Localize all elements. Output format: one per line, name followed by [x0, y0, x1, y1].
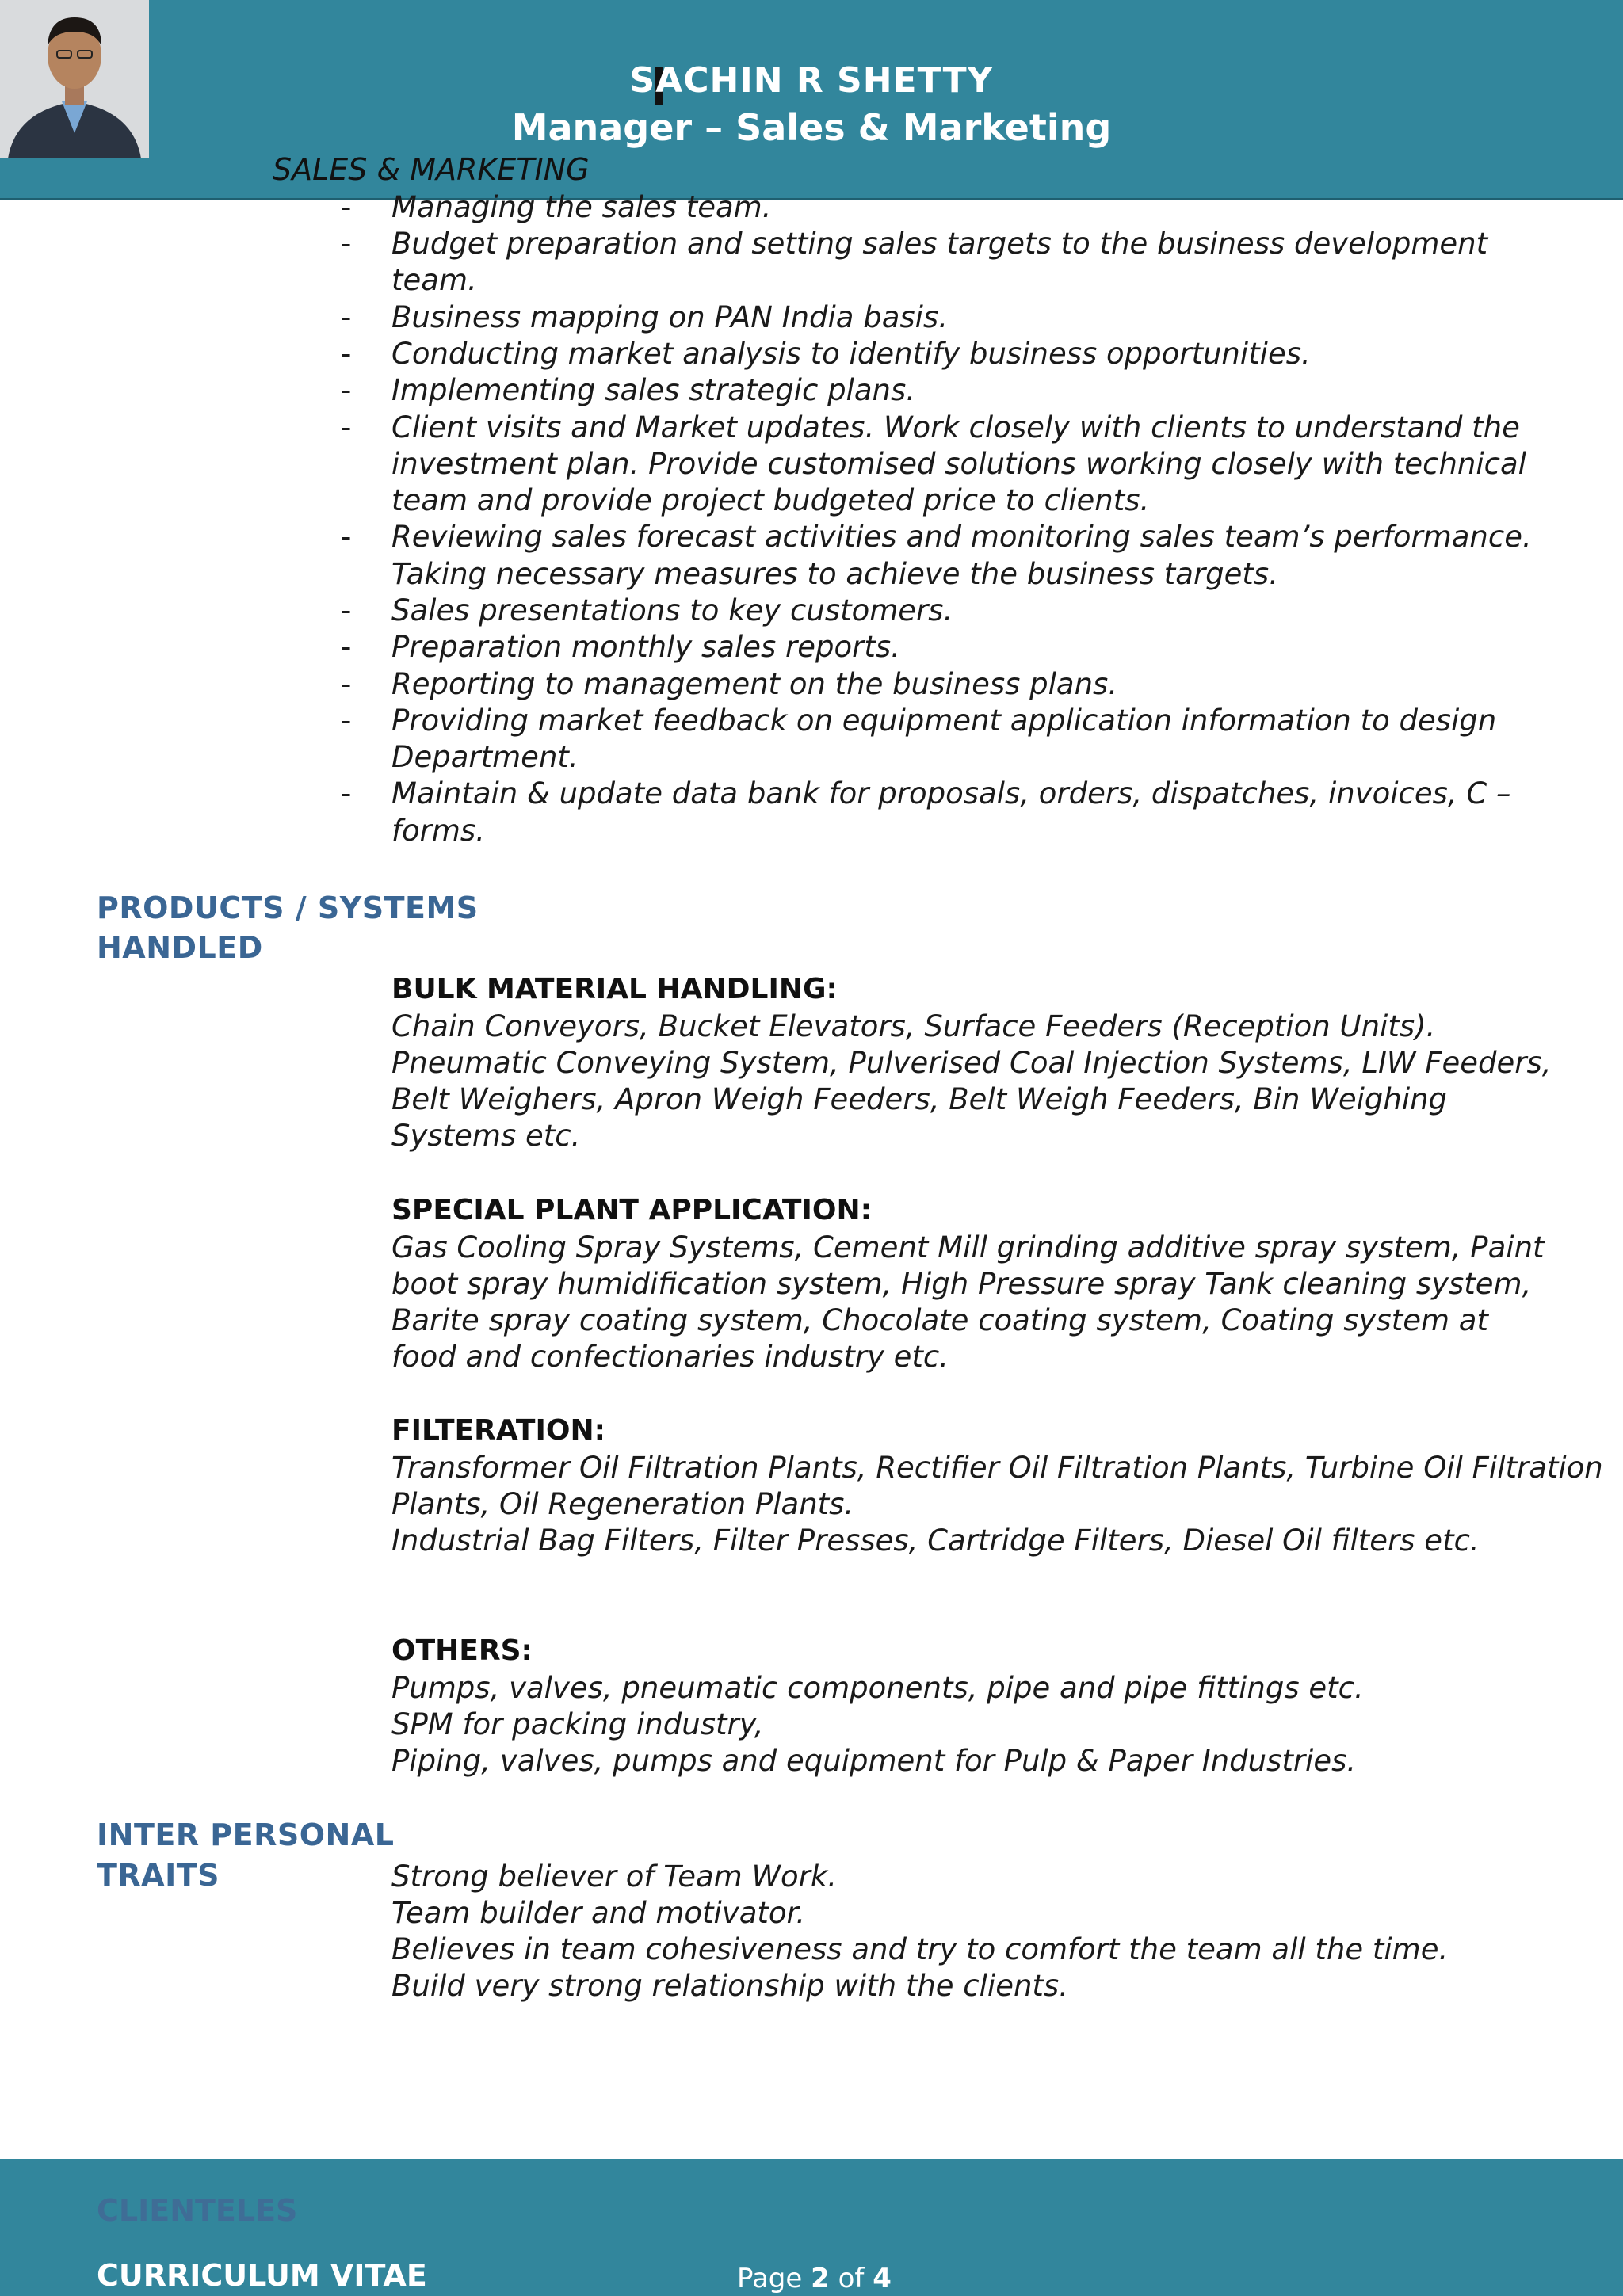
list-item-continuation: investment plan. Provide customised solutions working closely with technical — [391, 447, 1526, 481]
group-title-others: OTHERS: — [391, 1634, 533, 1667]
page-of: of — [838, 2263, 865, 2294]
product-line: Piping, valves, pumps and equipment for Pulp & Paper Industries. — [391, 1744, 1357, 1778]
header-band — [0, 0, 1623, 200]
list-item: Budget preparation and setting sales targets to the business development — [391, 227, 1488, 261]
product-line: Chain Conveyors, Bucket Elevators, Surface Feeders (Reception Units). — [391, 1009, 1436, 1043]
trait-line: Team builder and motivator. — [391, 1896, 806, 1930]
section-heading-products: PRODUCTS / SYSTEMS — [97, 891, 479, 925]
list-dash: - — [341, 373, 352, 407]
section-heading-traits: INTER PERSONAL — [97, 1817, 395, 1852]
list-item: Client visits and Market updates. Work closely with clients to understand the — [391, 410, 1520, 444]
list-dash: - — [341, 630, 352, 664]
product-line: Barite spray coating system, Chocolate coating system, Coating system at — [391, 1303, 1488, 1337]
list-item: Providing market feedback on equipment application information to design — [391, 704, 1497, 738]
section-heading-clienteles: CLIENTELES — [97, 2193, 298, 2228]
product-line: SPM for packing industry, — [391, 1707, 764, 1741]
trait-line: Strong believer of Team Work. — [391, 1859, 838, 1894]
product-line: Belt Weighers, Apron Weigh Feeders, Belt Weigh Feeders, Bin Weighing — [391, 1082, 1448, 1116]
footer-doc-label: CURRICULUM VITAE — [97, 2258, 427, 2293]
list-item: Conducting market analysis to identify business opportunities. — [391, 337, 1311, 371]
list-item: Reporting to management on the business plans. — [391, 667, 1118, 701]
list-dash: - — [341, 337, 352, 371]
list-dash: - — [341, 300, 352, 334]
list-dash: - — [341, 704, 352, 738]
candidate-role: Manager – Sales & Marketing — [511, 106, 1112, 149]
list-item: Business mapping on PAN India basis. — [391, 300, 948, 334]
list-dash: - — [341, 410, 352, 444]
page-word: Page — [737, 2263, 803, 2294]
list-item-continuation: team. — [391, 263, 477, 297]
section-heading-products-line2: HANDLED — [97, 930, 263, 965]
product-line: Transformer Oil Filtration Plants, Rectifier Oil Filtration Plants, Turbine Oil Filtration — [391, 1451, 1603, 1485]
page-number — [737, 2263, 892, 2294]
list-item-continuation: forms. — [391, 814, 485, 848]
section-heading-traits-line2: TRAITS — [97, 1858, 220, 1893]
list-dash: - — [341, 190, 352, 224]
list-dash: - — [341, 667, 352, 701]
page-current: 2 — [811, 2263, 830, 2294]
list-item: Maintain & update data bank for proposals, orders, dispatches, invoices, C – — [391, 776, 1511, 810]
list-dash: - — [341, 520, 352, 554]
list-item-continuation: team and provide project budgeted price to clients. — [391, 483, 1150, 517]
list-dash: - — [341, 593, 352, 627]
product-line: Systems etc. — [391, 1119, 581, 1153]
group-title-special-plant: SPECIAL PLANT APPLICATION: — [391, 1194, 872, 1226]
product-line: Pumps, valves, pneumatic components, pipe and pipe fittings etc. — [391, 1671, 1364, 1705]
list-item-continuation: Department. — [391, 740, 579, 774]
section-heading-sales-marketing: SALES & MARKETING — [273, 152, 590, 187]
group-title-bulk-material: BULK MATERIAL HANDLING: — [391, 973, 838, 1005]
candidate-name: SACHIN R SHETTY — [629, 60, 994, 101]
list-dash: - — [341, 776, 352, 810]
trait-line: Believes in team cohesiveness and try to comfort the team all the time. — [391, 1932, 1449, 1966]
list-item: Preparation monthly sales reports. — [391, 630, 900, 664]
list-item: Reviewing sales forecast activities and monitoring sales team’s performance. — [391, 520, 1532, 554]
product-line: food and confectionaries industry etc. — [391, 1340, 949, 1374]
list-item-continuation: Taking necessary measures to achieve the business targets. — [391, 557, 1278, 591]
list-dash: - — [341, 227, 352, 261]
product-line: Plants, Oil Regeneration Plants. — [391, 1487, 854, 1521]
list-item: Managing the sales team. — [391, 190, 772, 224]
product-line: Pneumatic Conveying System, Pulverised Coal Injection Systems, LIW Feeders, — [391, 1046, 1552, 1080]
product-line: boot spray humidification system, High Pressure spray Tank cleaning system, — [391, 1267, 1532, 1301]
product-line: Industrial Bag Filters, Filter Presses, Cartridge Filters, Diesel Oil filters etc. — [391, 1524, 1480, 1558]
product-line: Gas Cooling Spray Systems, Cement Mill grinding additive spray system, Paint — [391, 1230, 1545, 1264]
list-item: Implementing sales strategic plans. — [391, 373, 915, 407]
page-total: 4 — [873, 2263, 892, 2294]
group-title-filteration: FILTERATION: — [391, 1414, 605, 1447]
list-item: Sales presentations to key customers. — [391, 593, 953, 627]
trait-line: Build very strong relationship with the clients. — [391, 1969, 1068, 2003]
